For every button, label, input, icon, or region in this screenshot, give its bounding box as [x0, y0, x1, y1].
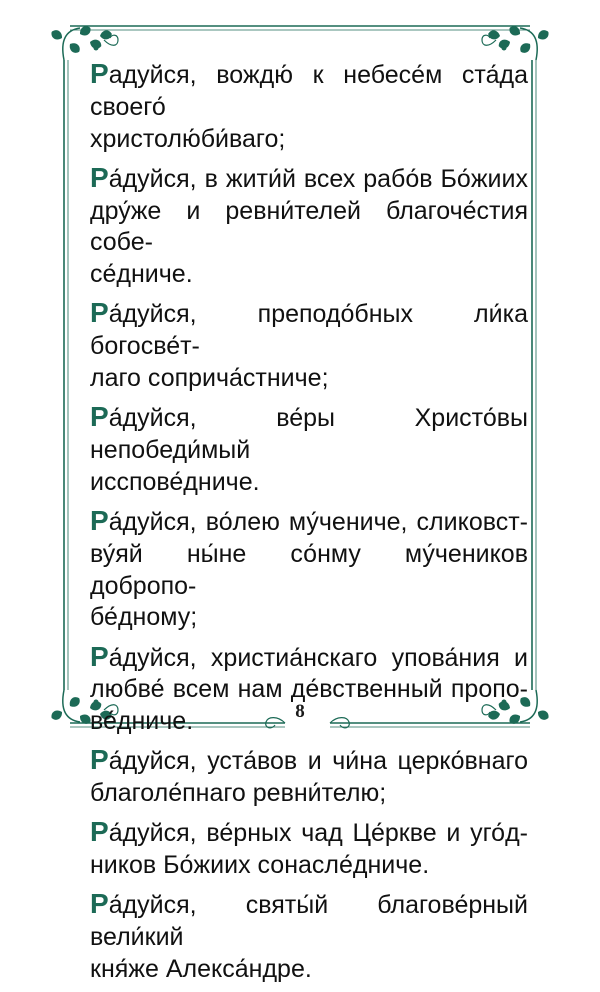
prayer-text [90, 58, 528, 992]
text-line [90, 401, 528, 467]
text-line [90, 196, 528, 260]
text-line [90, 162, 528, 196]
line-text: а́дуйся, ве́рных чад Це́ркве и уго́д- [108, 819, 528, 848]
prayer-paragraph [90, 58, 528, 155]
initial-letter: Р [90, 297, 109, 329]
initial-letter: Р [90, 504, 109, 536]
text-line [90, 744, 528, 778]
text-line [90, 641, 528, 675]
line-text: христолю́би́ваго; [90, 124, 286, 153]
initial-letter: Р [90, 816, 109, 848]
initial-letter: Р [90, 401, 109, 433]
initial-letter: Р [90, 58, 109, 89]
text-line [90, 602, 528, 634]
line-text: а́дуйся, в жити́й всех рабо́в Бо́жиих [108, 164, 528, 193]
text-line [90, 124, 528, 156]
prayer-paragraph [90, 505, 528, 634]
text-line [90, 850, 528, 882]
text-line [90, 539, 528, 603]
text-line [90, 888, 528, 954]
line-text: любве́ всем нам де́вственный пропо- [90, 675, 528, 704]
initial-letter: Р [90, 888, 109, 920]
line-text: ников Бо́жиих сонасле́дниче. [90, 851, 430, 880]
prayer-paragraph [90, 297, 528, 394]
prayer-paragraph [90, 162, 528, 291]
prayer-paragraph [90, 401, 528, 498]
text-line [90, 816, 528, 850]
text-line [90, 259, 528, 291]
line-text: а́дуйся, уста́вов и чи́на церко́внаго [108, 747, 528, 776]
line-text: благоле́пнаго ревни́телю; [90, 779, 387, 808]
line-text: кня́же Алекса́ндре. [90, 954, 312, 983]
line-text: дру́же и ревни́телей благоче́стия собе- [90, 196, 528, 257]
text-line [90, 467, 528, 499]
line-text: адуйся, вождю́ к небесе́м ста́да своего́ [90, 61, 528, 121]
line-text: а́дуйся, христиа́нскаго упова́ния и [108, 643, 528, 672]
line-text: исспове́дниче. [90, 467, 260, 496]
line-text: а́дуйся, ве́ры Христо́вы непобеди́мый [90, 404, 528, 464]
line-text: се́дниче. [90, 260, 193, 289]
line-text: а́дуйся, святы́й благове́рный вели́кий [90, 891, 528, 952]
page-number: 8 [295, 701, 305, 722]
prayer-paragraph [90, 641, 528, 738]
initial-letter: Р [90, 640, 109, 672]
initial-letter: Р [90, 161, 109, 193]
text-line [90, 297, 528, 363]
line-text: бе́дному; [90, 603, 198, 632]
prayer-paragraph [90, 816, 528, 882]
line-text: ве́дниче. [90, 707, 194, 736]
prayer-paragraph [90, 744, 528, 810]
text-line [90, 778, 528, 810]
line-text: ву́яй ны́не со́нму му́чеников добропо- [90, 539, 528, 600]
initial-letter: Р [90, 744, 109, 776]
line-text: лаго соприча́стниче; [90, 363, 329, 392]
line-text: а́дуйся, преподо́бных ли́ка богосве́т- [90, 300, 528, 361]
text-line [90, 363, 528, 395]
corner-ornament-top-left [49, 24, 118, 60]
corner-ornament-top-right [482, 24, 551, 60]
line-text: а́дуйся, во́лею му́чениче, сликовст- [108, 507, 528, 536]
text-line [90, 58, 528, 124]
prayer-paragraph [90, 888, 528, 985]
text-line [90, 954, 528, 986]
text-line [90, 505, 528, 539]
